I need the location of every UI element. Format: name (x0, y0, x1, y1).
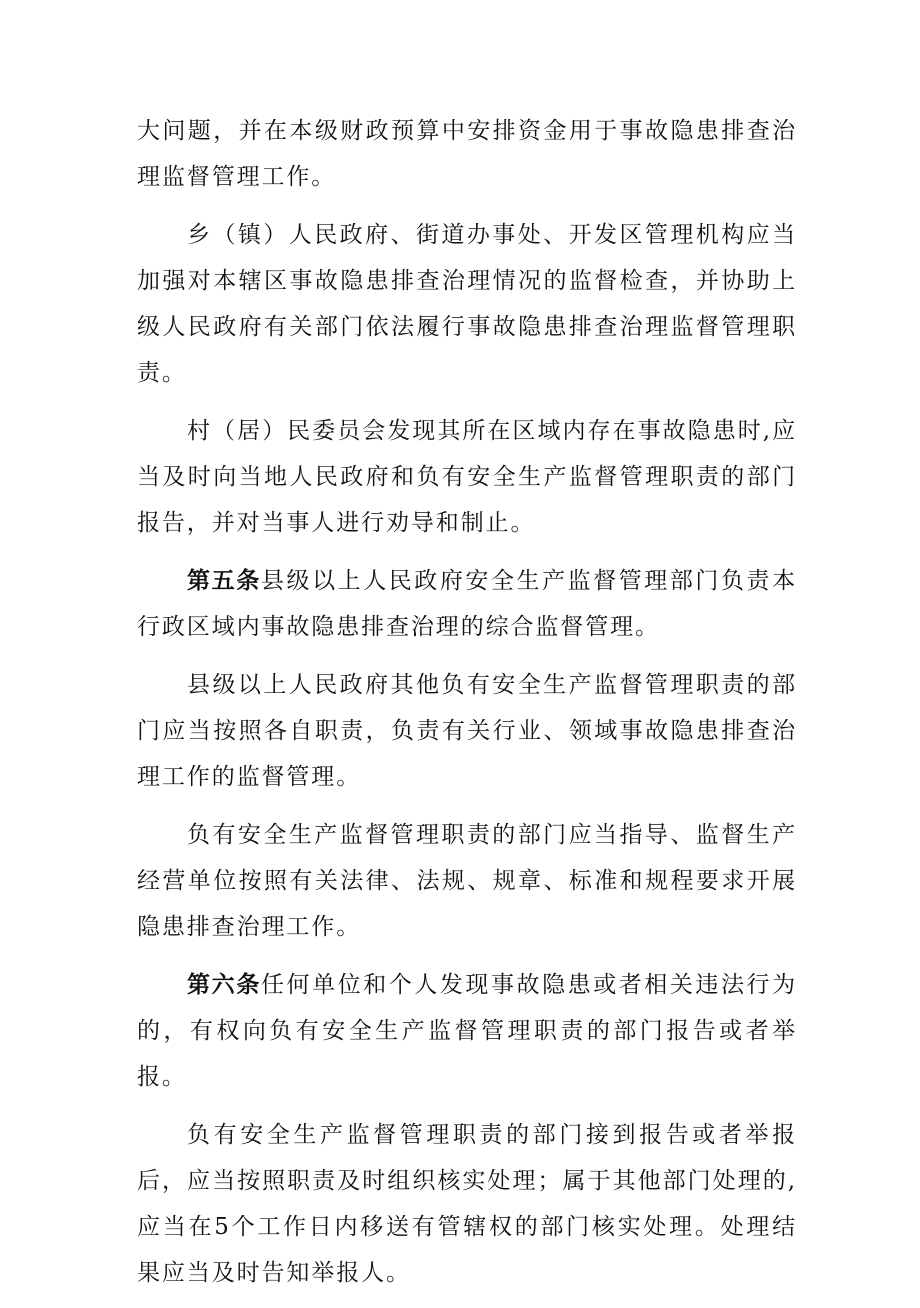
paragraph-text: 村（居）民委员会发现其所在区域内存在事故隐患时,应当及时向当地人民政府和负有安全生产监督管理职责的部门报告，并对当事人进行劝导和制止。 (137, 418, 797, 536)
paragraph-5 (137, 662, 797, 800)
paragraph-text: 大问题，并在本级财政预算中安排资金用于事故隐患排查治理监督管理工作。 (137, 118, 797, 190)
paragraph-text: 县级以上人民政府其他负有安全生产监督管理职责的部门应当按照各自职责，负责有关行业、领域事故隐患排查治理工作的监督管理。 (137, 672, 797, 790)
paragraph-text: 负有安全生产监督管理职责的部门接到报告或者举报后，应当按照职责及时组织核实处理；属于其他部门处理的,应当在5个工作日内移送有管辖权的部门核实处理。处理结果应当及时告知举报人。 (137, 1122, 797, 1286)
article-5-paragraph (137, 558, 797, 650)
article-6-paragraph (137, 962, 797, 1100)
article-number: 第五条 (187, 568, 261, 594)
article-number: 第六条 (187, 972, 261, 998)
paragraph-2 (137, 212, 797, 396)
paragraph-text: 负有安全生产监督管理职责的部门应当指导、监督生产经营单位按照有关法律、法规、规章、标准和规程要求开展隐患排查治理工作。 (137, 822, 797, 940)
paragraph-text: 县级以上人民政府安全生产监督管理部门负责本行政区域内事故隐患排查治理的综合监督管理。 (137, 568, 797, 640)
paragraph-8 (137, 1112, 797, 1296)
paragraph-3 (137, 408, 797, 546)
paragraph-text: 乡（镇）人民政府、街道办事处、开发区管理机构应当加强对本辖区事故隐患排查治理情况的监督检查，并协助上级人民政府有关部门依法履行事故隐患排查治理监督管理职责。 (137, 222, 797, 386)
paragraph-6 (137, 812, 797, 950)
document-body (137, 108, 797, 1308)
paragraph-1 (137, 108, 797, 200)
paragraph-text: 任何单位和个人发现事故隐患或者相关违法行为的，有权向负有安全生产监督管理职责的部门报告或者举报。 (137, 972, 797, 1090)
